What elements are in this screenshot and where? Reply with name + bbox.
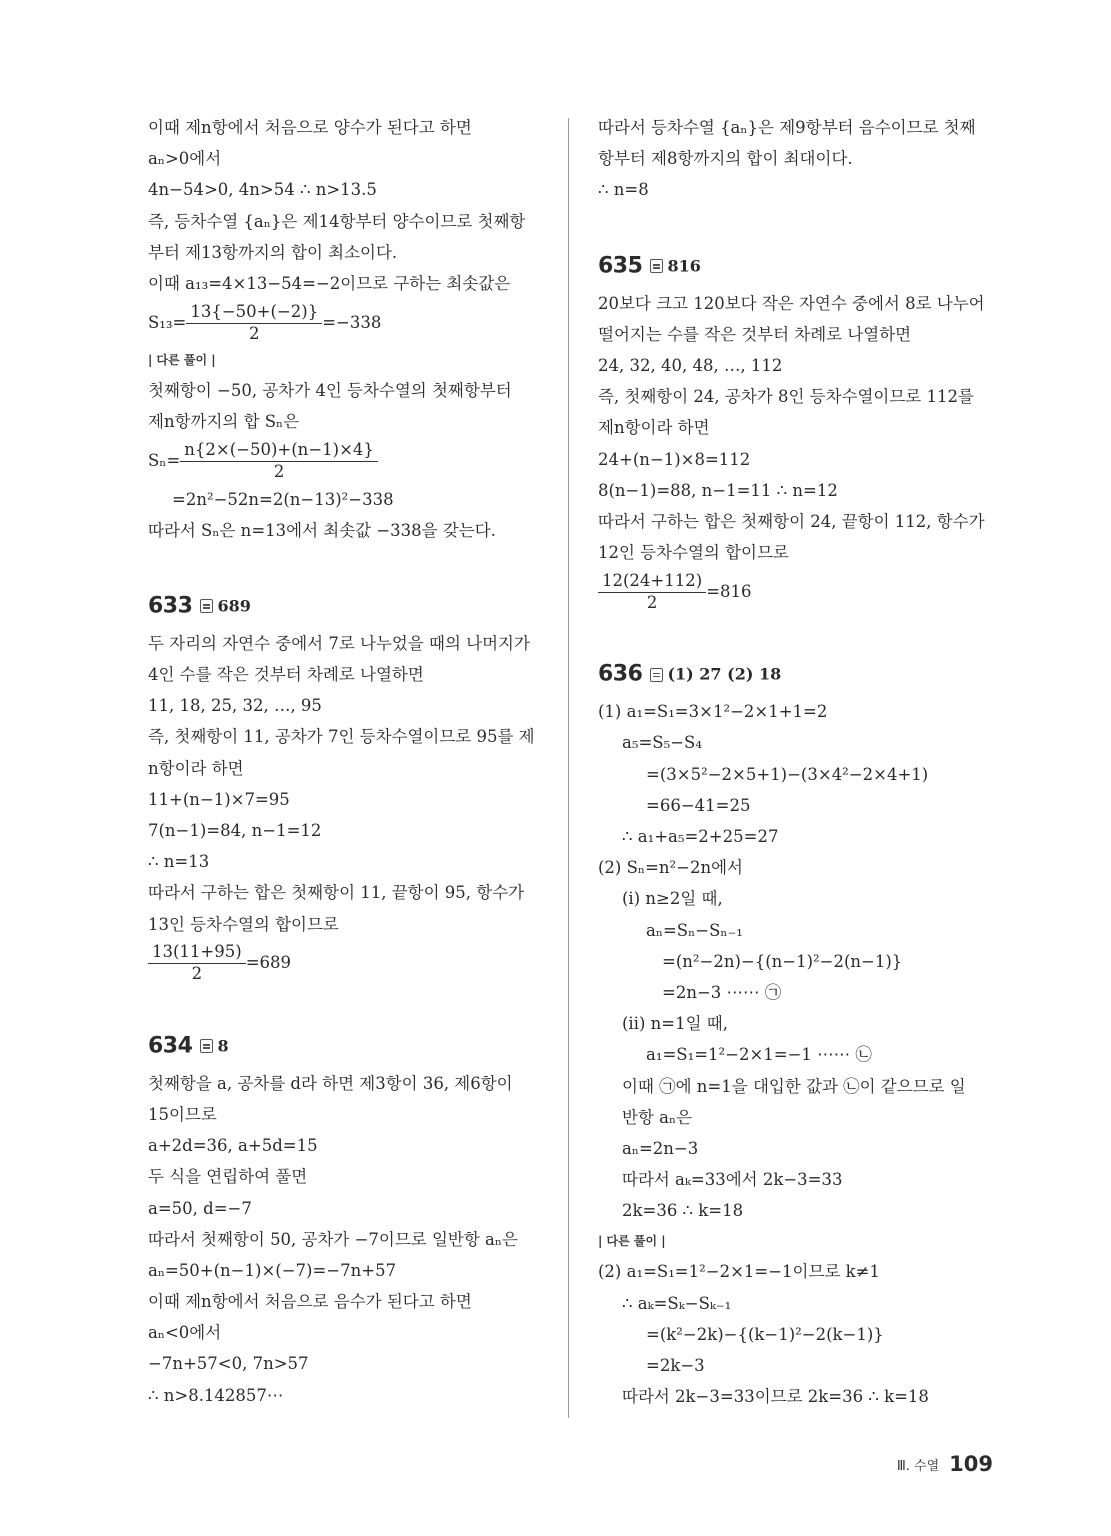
text-line: 따라서 구하는 합은 첫째항이 11, 끝항이 95, 항수가 (148, 883, 525, 903)
text-line: a₁=S₁=1²−2×1=−1 ⋯⋯ ㉡ (646, 1045, 872, 1065)
text-line: ∴ n>8.142857⋯ (148, 1385, 284, 1405)
answer-icon (650, 668, 663, 682)
text-line: 이때 제n항에서 처음으로 양수가 된다고 하면 (148, 118, 472, 137)
text-line: 첫째항을 a, 공차를 d라 하면 제3항이 36, 제6항이 (148, 1073, 513, 1093)
fraction (598, 570, 706, 613)
problem-number: 635 (598, 253, 643, 279)
answer-value: 816 (667, 256, 701, 276)
text-line: 4n−54>0, 4n>54 ∴ n>13.5 (148, 180, 377, 200)
text-line: 두 자리의 자연수 중에서 7로 나누었을 때의 나머지가 (148, 633, 530, 653)
answer-value: 689 (217, 596, 251, 616)
text-line: 2k=36 ∴ k=18 (622, 1201, 744, 1221)
problem-633-header (148, 584, 548, 628)
text-line: 부터 제13항까지의 합이 최소이다. (148, 242, 398, 262)
text-line: =2n²−52n=2(n−13)²−338 (172, 489, 394, 509)
alt-solution-label: | 다른 풀이 | (598, 1234, 666, 1249)
numerator: 12(24+112) (598, 570, 706, 593)
text-line: a+2d=36, a+5d=15 (148, 1136, 318, 1156)
text-line: 12인 등차수열의 합이므로 (598, 543, 789, 563)
text-line: 따라서 Sₙ은 n=13에서 최솟값 −338을 갖는다. (148, 520, 496, 540)
text-line: 이때 a₁₃=4×13−54=−2이므로 구하는 최솟값은 (148, 273, 511, 293)
text-line: 따라서 aₖ=33에서 2k−3=33 (622, 1170, 843, 1190)
numerator: 13{−50+(−2)} (186, 301, 322, 324)
text-line: (1) a₁=S₁=3×1²−2×1+1=2 (598, 702, 828, 722)
problem-number: 634 (148, 1033, 193, 1059)
text-line: 따라서 등차수열 {aₙ}은 제9항부터 음수이므로 첫째 (598, 118, 976, 137)
numerator: n{2×(−50)+(n−1)×4} (180, 439, 378, 462)
text-line: aₙ<0에서 (148, 1323, 222, 1343)
column-divider (568, 118, 569, 1418)
text-line: n항이라 하면 (148, 758, 244, 778)
denominator: 2 (249, 323, 260, 343)
eq-rhs: =689 (245, 953, 292, 973)
numerator: 13(11+95) (148, 941, 246, 964)
text-line: 제n항이라 하면 (598, 418, 710, 438)
fraction (148, 941, 246, 984)
text-line: 따라서 2k−3=33이므로 2k=36 ∴ k=18 (622, 1387, 929, 1407)
text-line: 첫째항이 −50, 공차가 4인 등차수열의 첫째항부터 (148, 381, 512, 401)
eq-lhs: Sₙ= (148, 451, 181, 470)
eq-lhs: S₁₃= (148, 312, 187, 332)
text-line: 7(n−1)=84, n−1=12 (148, 821, 322, 840)
eq-rhs: =816 (706, 581, 752, 601)
text-line: 제n항까지의 합 Sₙ은 (148, 412, 300, 432)
text-line: 24+(n−1)×8=112 (598, 449, 751, 469)
text-line: =(k²−2k)−{(k−1)²−2(k−1)} (646, 1324, 884, 1344)
text-line: (ⅱ) n=1일 때, (622, 1014, 728, 1034)
text-line: =66−41=25 (646, 795, 751, 815)
denominator: 2 (646, 592, 658, 612)
text-line: aₙ=Sₙ−Sₙ₋₁ (646, 920, 743, 940)
problem-635-header (598, 244, 1018, 288)
answer-value: 8 (217, 1036, 229, 1056)
text-line: −7n+57<0, 7n>57 (148, 1354, 309, 1374)
right-column (598, 112, 1018, 1412)
section-label: Ⅲ. 수열 (896, 1458, 940, 1474)
problem-number: 633 (148, 593, 193, 619)
text-line: aₙ>0에서 (148, 149, 222, 169)
problem-636-header (598, 652, 1018, 696)
text-line: 항부터 제8항까지의 합이 최대이다. (598, 149, 853, 169)
text-line: 20보다 크고 120보다 작은 자연수 중에서 8로 나누어 (598, 293, 985, 313)
text-line: =2k−3 (646, 1356, 705, 1375)
text-line: ∴ aₖ=Sₖ−Sₖ₋₁ (622, 1293, 732, 1313)
sum-equation (148, 940, 548, 986)
text-line: 11+(n−1)×7=95 (148, 789, 290, 809)
text-line: ∴ n=8 (598, 180, 649, 200)
left-column (148, 112, 548, 1411)
s13-equation (148, 299, 548, 345)
problem-number: 636 (598, 661, 643, 687)
text-line: 반항 aₙ은 (622, 1107, 693, 1127)
sum-equation (598, 568, 1018, 614)
text-line: 4인 수를 작은 것부터 차례로 나열하면 (148, 665, 424, 685)
page-footer (897, 1452, 993, 1476)
alt-solution-label: | 다른 풀이 | (148, 353, 216, 368)
page-number: 109 (949, 1452, 993, 1476)
text-line: 이때 ㉠에 n=1을 대입한 값과 ㉡이 같으므로 일 (622, 1076, 966, 1096)
problem-634-header (148, 1024, 548, 1068)
answer-value: (1) 27 (2) 18 (667, 664, 782, 684)
answer-icon (200, 1039, 213, 1053)
text-line: 8(n−1)=88, n−1=11 ∴ n=12 (598, 480, 838, 500)
text-line: ∴ a₁+a₅=2+25=27 (622, 827, 779, 846)
text-line: a=50, d=−7 (148, 1198, 252, 1218)
text-line: (2) a₁=S₁=1²−2×1=−1이므로 k≠1 (598, 1262, 880, 1282)
text-line: ∴ n=13 (148, 852, 210, 872)
fraction (180, 439, 378, 482)
denominator: 2 (191, 964, 203, 984)
eq-rhs: =−338 (322, 312, 382, 332)
sn-equation (148, 438, 548, 484)
text-line: (2) Sₙ=n²−2n에서 (598, 858, 743, 878)
text-line: 즉, 첫째항이 24, 공차가 8인 등차수열이므로 112를 (598, 387, 974, 407)
text-line: aₙ=2n−3 (622, 1138, 699, 1158)
text-line: =(3×5²−2×5+1)−(3×4²−2×4+1) (646, 764, 929, 784)
text-line: a₅=S₅−S₄ (622, 733, 702, 753)
text-line: 즉, 등차수열 {aₙ}은 제14항부터 양수이므로 첫째항 (148, 211, 526, 231)
text-line: 11, 18, 25, 32, …, 95 (148, 696, 322, 716)
text-line: 떨어지는 수를 작은 것부터 차례로 나열하면 (598, 324, 912, 344)
text-line: =2n−3 ⋯⋯ ㉠ (662, 982, 782, 1002)
answer-icon (200, 599, 213, 613)
text-line: 24, 32, 40, 48, …, 112 (598, 355, 783, 375)
text-line: (ⅰ) n≥2일 때, (622, 889, 723, 909)
text-line: 따라서 구하는 합은 첫째항이 24, 끝항이 112, 항수가 (598, 511, 985, 531)
answer-icon (650, 259, 663, 273)
text-line: 이때 제n항에서 처음으로 음수가 된다고 하면 (148, 1292, 472, 1312)
text-line: 15이므로 (148, 1104, 217, 1124)
text-line: 두 식을 연립하여 풀면 (148, 1167, 308, 1187)
text-line: 따라서 첫째항이 50, 공차가 −7이므로 일반항 aₙ은 (148, 1229, 518, 1249)
fraction (186, 301, 322, 344)
denominator: 2 (273, 462, 285, 481)
text-line: =(n²−2n)−{(n−1)²−2(n−1)} (662, 951, 903, 971)
text-line: 즉, 첫째항이 11, 공차가 7인 등차수열이므로 95를 제 (148, 727, 535, 747)
text-line: 13인 등차수열의 합이므로 (148, 914, 339, 934)
text-line: aₙ=50+(n−1)×(−7)=−7n+57 (148, 1260, 397, 1280)
